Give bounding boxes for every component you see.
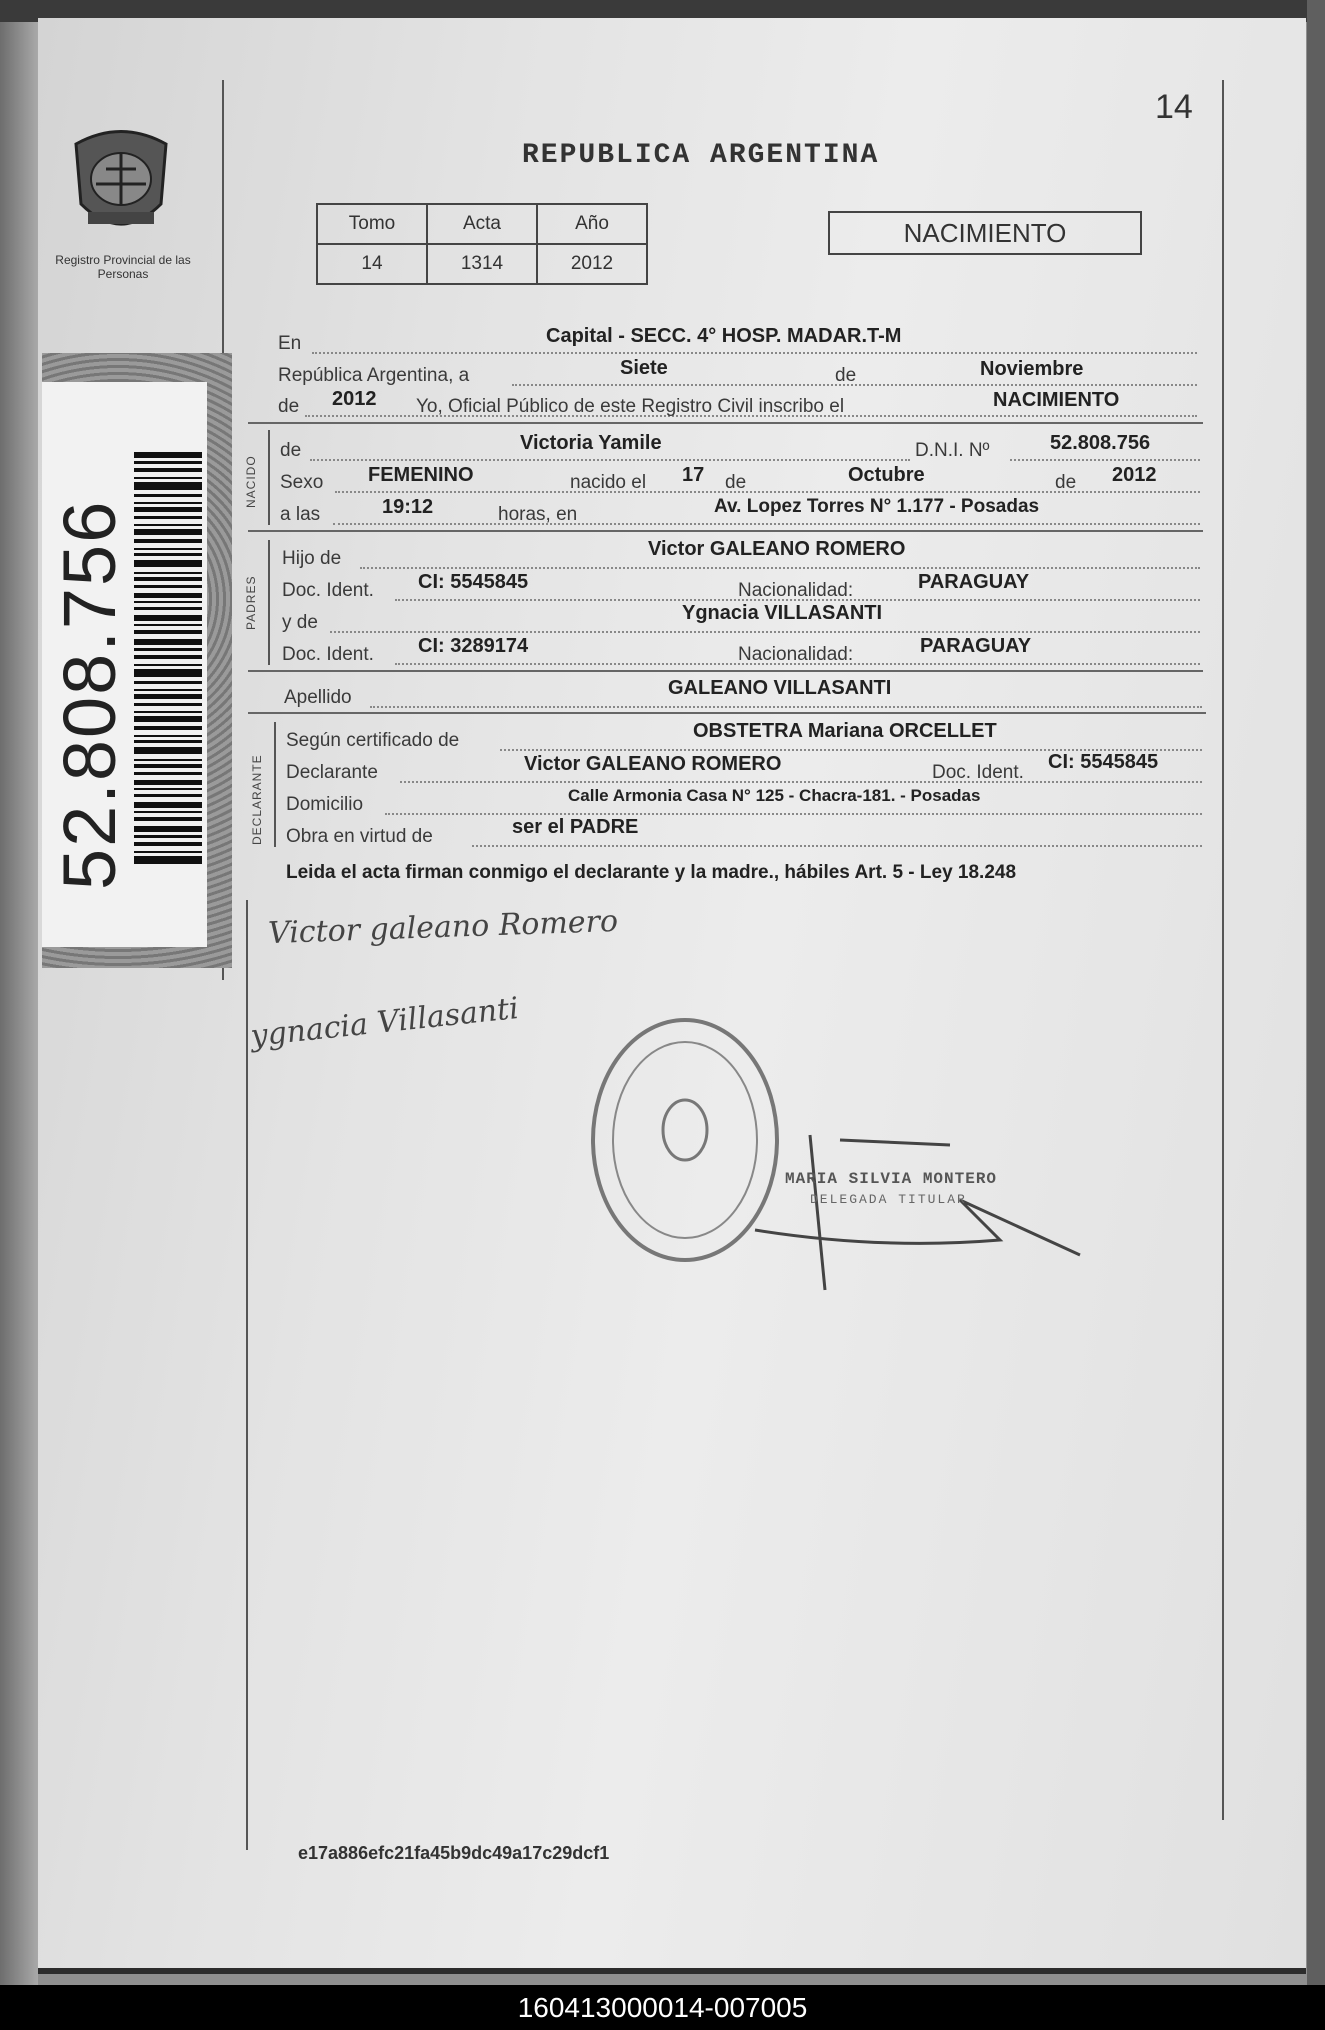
dotted-line xyxy=(360,567,1200,569)
tomo-header: Tomo xyxy=(317,204,427,244)
section-label-declarante: DECLARANTE xyxy=(250,754,264,845)
acta-value: 1314 xyxy=(427,244,537,284)
section-bracket xyxy=(274,722,276,847)
label-dni: D.N.I. Nº xyxy=(915,440,990,461)
field-domicilio: Calle Armonia Casa N° 125 - Chacra-181. - Posadas xyxy=(568,786,981,805)
dotted-line xyxy=(400,781,1202,783)
svg-text:52.808.756: 52.808.756 xyxy=(48,499,131,890)
label-de: de xyxy=(278,396,300,417)
label-hijo-de: Hijo de xyxy=(282,548,342,569)
field-declarante: Victor GALEANO ROMERO xyxy=(524,753,782,775)
field-declarante-doc: CI: 5545845 xyxy=(1048,751,1159,773)
field-nac-mes: Octubre xyxy=(848,464,925,486)
mother-signature: ygnacia Villasanti xyxy=(248,991,521,1054)
label-domicilio: Domicilio xyxy=(286,794,364,815)
section-divider xyxy=(248,670,1203,672)
document-title: REPUBLICA ARGENTINA xyxy=(522,140,880,171)
field-hora: 19:12 xyxy=(382,496,434,518)
document-hash: e17a886efc21fa45b9dc49a17c29dcf1 xyxy=(298,1843,610,1863)
stamp-name: MARIA SILVIA MONTERO xyxy=(785,1170,998,1188)
section-label-nacido: NACIDO xyxy=(244,455,258,508)
section-bracket xyxy=(268,430,270,525)
label-republica: República Argentina, a xyxy=(278,365,470,386)
label-sexo: Sexo xyxy=(280,472,324,493)
registration-table xyxy=(316,203,648,285)
field-acto: NACIMIENTO xyxy=(993,389,1120,411)
label-de: de xyxy=(835,365,857,386)
label-y-de: y de xyxy=(282,612,318,633)
field-certificado: OBSTETRA Mariana ORCELLET xyxy=(693,720,997,742)
dotted-line xyxy=(312,352,1197,354)
field-padre-nac: PARAGUAY xyxy=(918,571,1030,593)
label-en: En xyxy=(278,333,302,354)
field-nombre: Victoria Yamile xyxy=(520,432,662,454)
field-anio: 2012 xyxy=(332,388,377,410)
label-de: de xyxy=(280,440,302,461)
field-mes: Noviembre xyxy=(980,358,1084,380)
dotted-line xyxy=(370,706,1202,708)
section-label-padres: PADRES xyxy=(244,575,258,630)
province-emblem-icon xyxy=(66,124,176,242)
section-divider xyxy=(248,712,1206,714)
stamp-role: DELEGADA TITULAR xyxy=(810,1192,967,1207)
dotted-line xyxy=(472,845,1202,847)
field-obra-en-virtud: ser el PADRE xyxy=(512,816,639,838)
field-nac-anio: 2012 xyxy=(1112,464,1157,486)
field-sexo: FEMENINO xyxy=(368,464,474,486)
margin-line-lower xyxy=(246,900,248,1850)
field-madre-doc: CI: 3289174 xyxy=(418,635,529,657)
footer-id: 160413000014-007005 xyxy=(0,1985,1325,2030)
acta-header: Acta xyxy=(427,204,537,244)
label-apellido: Apellido xyxy=(284,687,352,708)
official-seal-and-signature xyxy=(580,990,1100,1300)
field-nac-dia: 17 xyxy=(682,464,705,486)
label-de: de xyxy=(1055,472,1077,493)
closing-text: Leida el acta firman conmigo el declarante y la madre., hábiles Art. 5 - Ley 18.248 xyxy=(286,862,1017,883)
section-bracket xyxy=(268,540,270,665)
dotted-line xyxy=(1010,459,1200,461)
dotted-line xyxy=(333,523,1200,525)
field-dni: 52.808.756 xyxy=(1050,432,1151,454)
right-margin-line xyxy=(1222,80,1224,1820)
label-doc-ident: Doc. Ident. xyxy=(282,644,374,665)
field-lugar-nacimiento: Av. Lopez Torres N° 1.177 - Posadas xyxy=(714,496,1040,517)
label-declarante: Declarante xyxy=(286,762,378,783)
label-a-las: a las xyxy=(280,504,321,525)
section-divider xyxy=(248,530,1203,532)
label-nacionalidad: Nacionalidad: xyxy=(738,580,854,601)
field-padre-doc: CI: 5545845 xyxy=(418,571,529,593)
field-madre: Ygnacia VILLASANTI xyxy=(682,602,883,624)
section-divider xyxy=(248,422,1203,424)
page-number: 14 xyxy=(1155,88,1193,126)
dotted-line xyxy=(385,813,1202,815)
label-doc-ident: Doc. Ident. xyxy=(932,762,1024,783)
field-lugar: Capital - SECC. 4° HOSP. MADAR.T-M xyxy=(546,325,902,347)
field-madre-nac: PARAGUAY xyxy=(920,635,1032,657)
tomo-value: 14 xyxy=(317,244,427,284)
field-apellido: GALEANO VILLASANTI xyxy=(668,677,892,699)
label-yo-oficial: Yo, Oficial Público de este Registro Civil inscribo el xyxy=(416,396,845,417)
anio-value: 2012 xyxy=(537,244,647,284)
record-type-box: NACIMIENTO xyxy=(828,211,1142,255)
registry-label: Registro Provincial de las Personas xyxy=(55,253,191,281)
label-doc-ident: Doc. Ident. xyxy=(282,580,374,601)
dotted-line xyxy=(310,459,910,461)
label-obra-en-virtud: Obra en virtud de xyxy=(286,826,433,847)
label-nacionalidad: Nacionalidad: xyxy=(738,644,854,665)
label-nacido-el: nacido el xyxy=(570,472,647,493)
field-dia-letras: Siete xyxy=(620,357,668,379)
label-de: de xyxy=(725,472,747,493)
dotted-line xyxy=(330,631,1200,633)
barcode xyxy=(134,452,202,872)
label-horas-en: horas, en xyxy=(498,504,578,525)
field-padre: Victor GALEANO ROMERO xyxy=(648,538,906,560)
label-segun-certificado: Según certificado de xyxy=(286,730,460,751)
father-signature: Victor galeano Romero xyxy=(267,903,619,952)
book-right-edge xyxy=(1307,0,1325,1985)
book-left-edge xyxy=(0,0,38,1985)
anio-header: Año xyxy=(537,204,647,244)
